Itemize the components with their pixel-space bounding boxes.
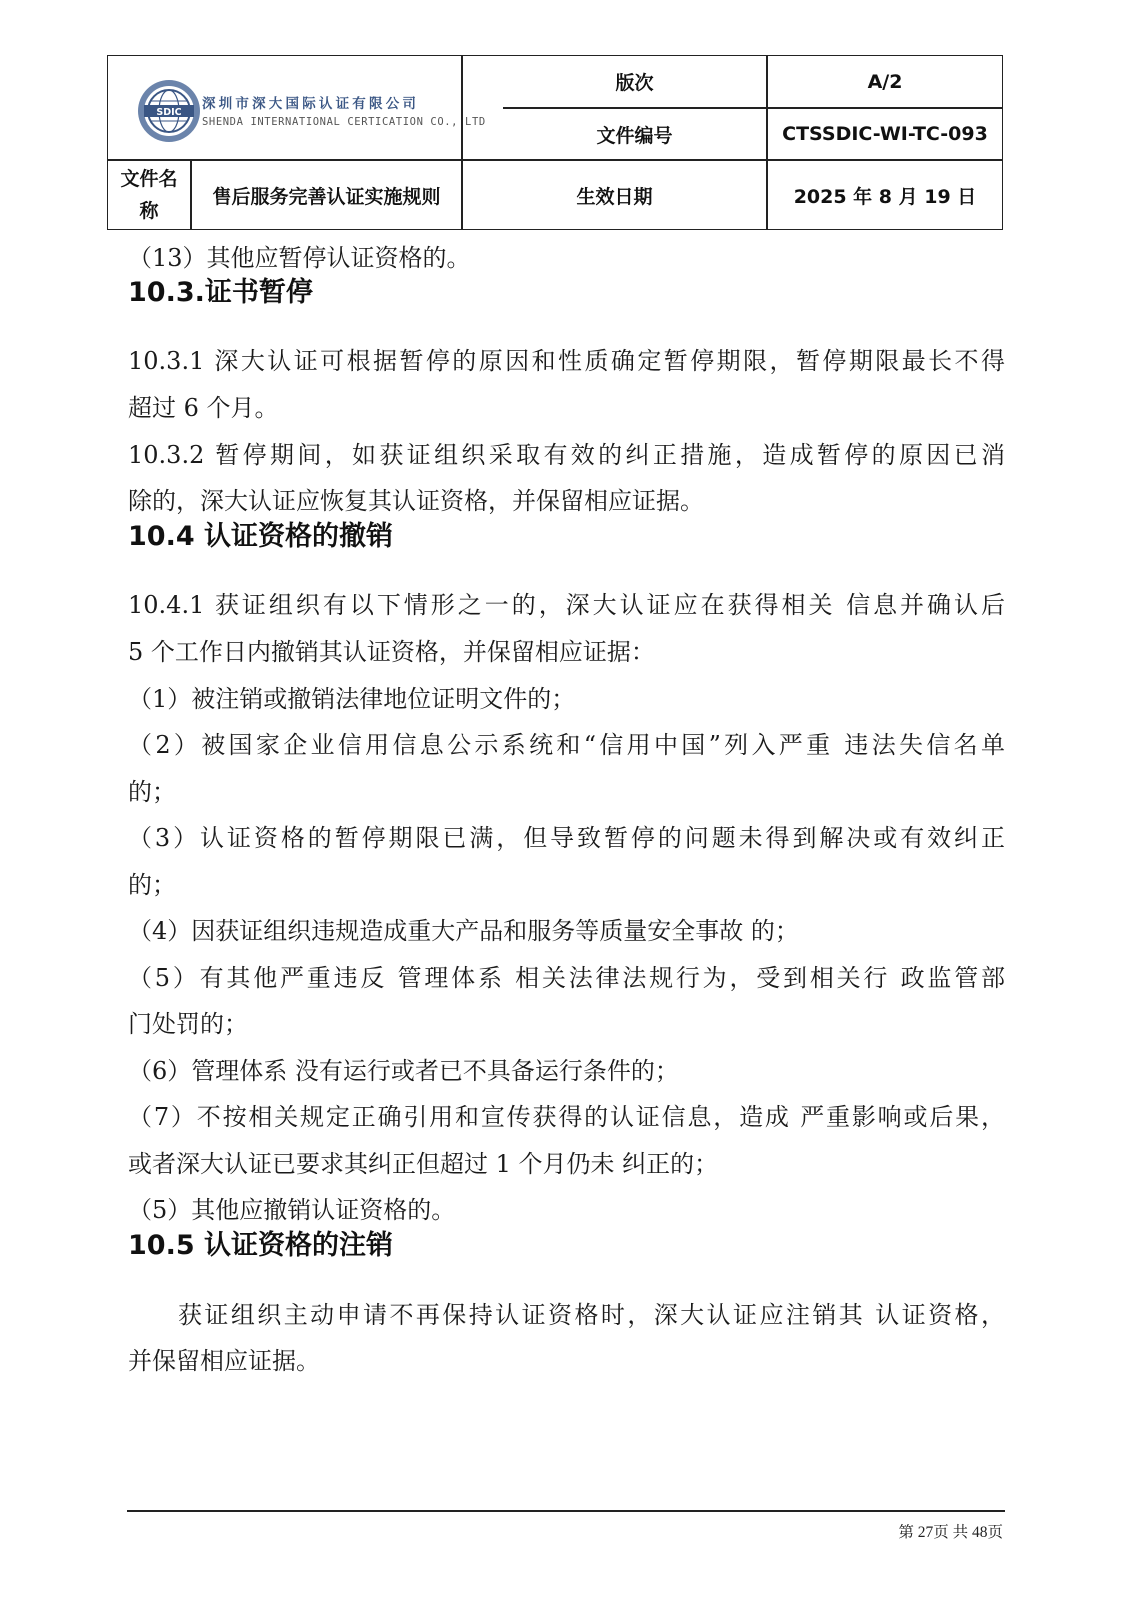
paragraph-line: 获证组织主动申请不再保持认证资格时，深大认证应注销其 认证资格，	[178, 1301, 1005, 1329]
company-seal-icon	[136, 78, 202, 144]
list-item: （2）被国家企业信用信息公示系统和“信用中国”列入严重 违法失信名单	[128, 731, 1005, 759]
paragraph-line: 并保留相应证据。	[128, 1347, 320, 1375]
list-item: （5）其他应撤销认证资格的。	[128, 1196, 456, 1224]
list-item-continuation: 的；	[128, 871, 176, 899]
doc-name-value: 售后服务完善认证实施规则	[212, 185, 441, 208]
paragraph-line: 超过 6 个月。	[128, 394, 279, 422]
list-item: （6）管理体系 没有运行或者已不具备运行条件的；	[128, 1057, 679, 1085]
list-item-continuation: 门处罚的；	[128, 1010, 248, 1038]
company-logo	[136, 78, 486, 148]
list-item: （4）因获证组织违规造成重大产品和服务等质量安全事故 的；	[128, 917, 799, 945]
company-name-cn: 深圳市深大国际认证有限公司	[202, 96, 420, 112]
list-item-continuation: 的；	[128, 778, 176, 806]
paragraph-line: 除的，深大认证应恢复其认证资格，并保留相应证据。	[128, 487, 704, 515]
paragraph-line: 10.3.2 暂停期间，如获证组织采取有效的纠正措施，造成暂停的原因已消	[128, 441, 1005, 469]
paragraph-line: 5 个工作日内撤销其认证资格，并保留相应证据：	[128, 638, 655, 666]
paragraph-line: 10.4.1 获证组织有以下情形之一的，深大认证应在获得相关 信息并确认后	[128, 591, 1005, 619]
footer-rule	[127, 1510, 1005, 1512]
list-item: （1）被注销或撤销法律地位证明文件的；	[128, 685, 576, 713]
document-header-table	[107, 55, 1003, 230]
company-name-en: SHENDA INTERNATIONAL CERTICATION CO., LTD	[202, 116, 486, 128]
page-number: 第 27页 共 48页	[898, 1524, 1003, 1541]
paragraph-line: 10.3.1 深大认证可根据暂停的原因和性质确定暂停期限，暂停期限最长不得	[128, 347, 1005, 375]
svg-text:SDIC: SDIC	[156, 107, 182, 118]
doc-number-value: CTSSDIC-WI-TC-093	[782, 123, 988, 145]
clause-13-suspend-other: （13）其他应暂停认证资格的。	[128, 244, 471, 272]
doc-name-label: 文件名 称	[120, 168, 178, 222]
version-value: A/2	[867, 70, 903, 93]
section-heading-10-5: 10.5 认证资格的注销	[128, 1230, 394, 1261]
effective-date-label: 生效日期	[576, 185, 653, 208]
section-heading-10-3: 10.3.证书暂停	[128, 277, 313, 308]
list-item-continuation: 或者深大认证已要求其纠正但超过 1 个月仍未 纠正的；	[128, 1150, 719, 1178]
version-label: 版次	[615, 72, 654, 94]
list-item: （5）有其他严重违反 管理体系 相关法律法规行为，受到相关行 政监管部	[128, 964, 1005, 992]
section-heading-10-4: 10.4 认证资格的撤销	[128, 521, 394, 552]
list-item: （3）认证资格的暂停期限已满，但导致暂停的问题未得到解决或有效纠正	[128, 824, 1005, 852]
effective-date-value: 2025 年 8 月 19 日	[793, 185, 977, 208]
doc-number-label: 文件编号	[596, 124, 673, 147]
list-item: （7）不按相关规定正确引用和宣传获得的认证信息，造成 严重影响或后果，	[128, 1103, 1005, 1131]
